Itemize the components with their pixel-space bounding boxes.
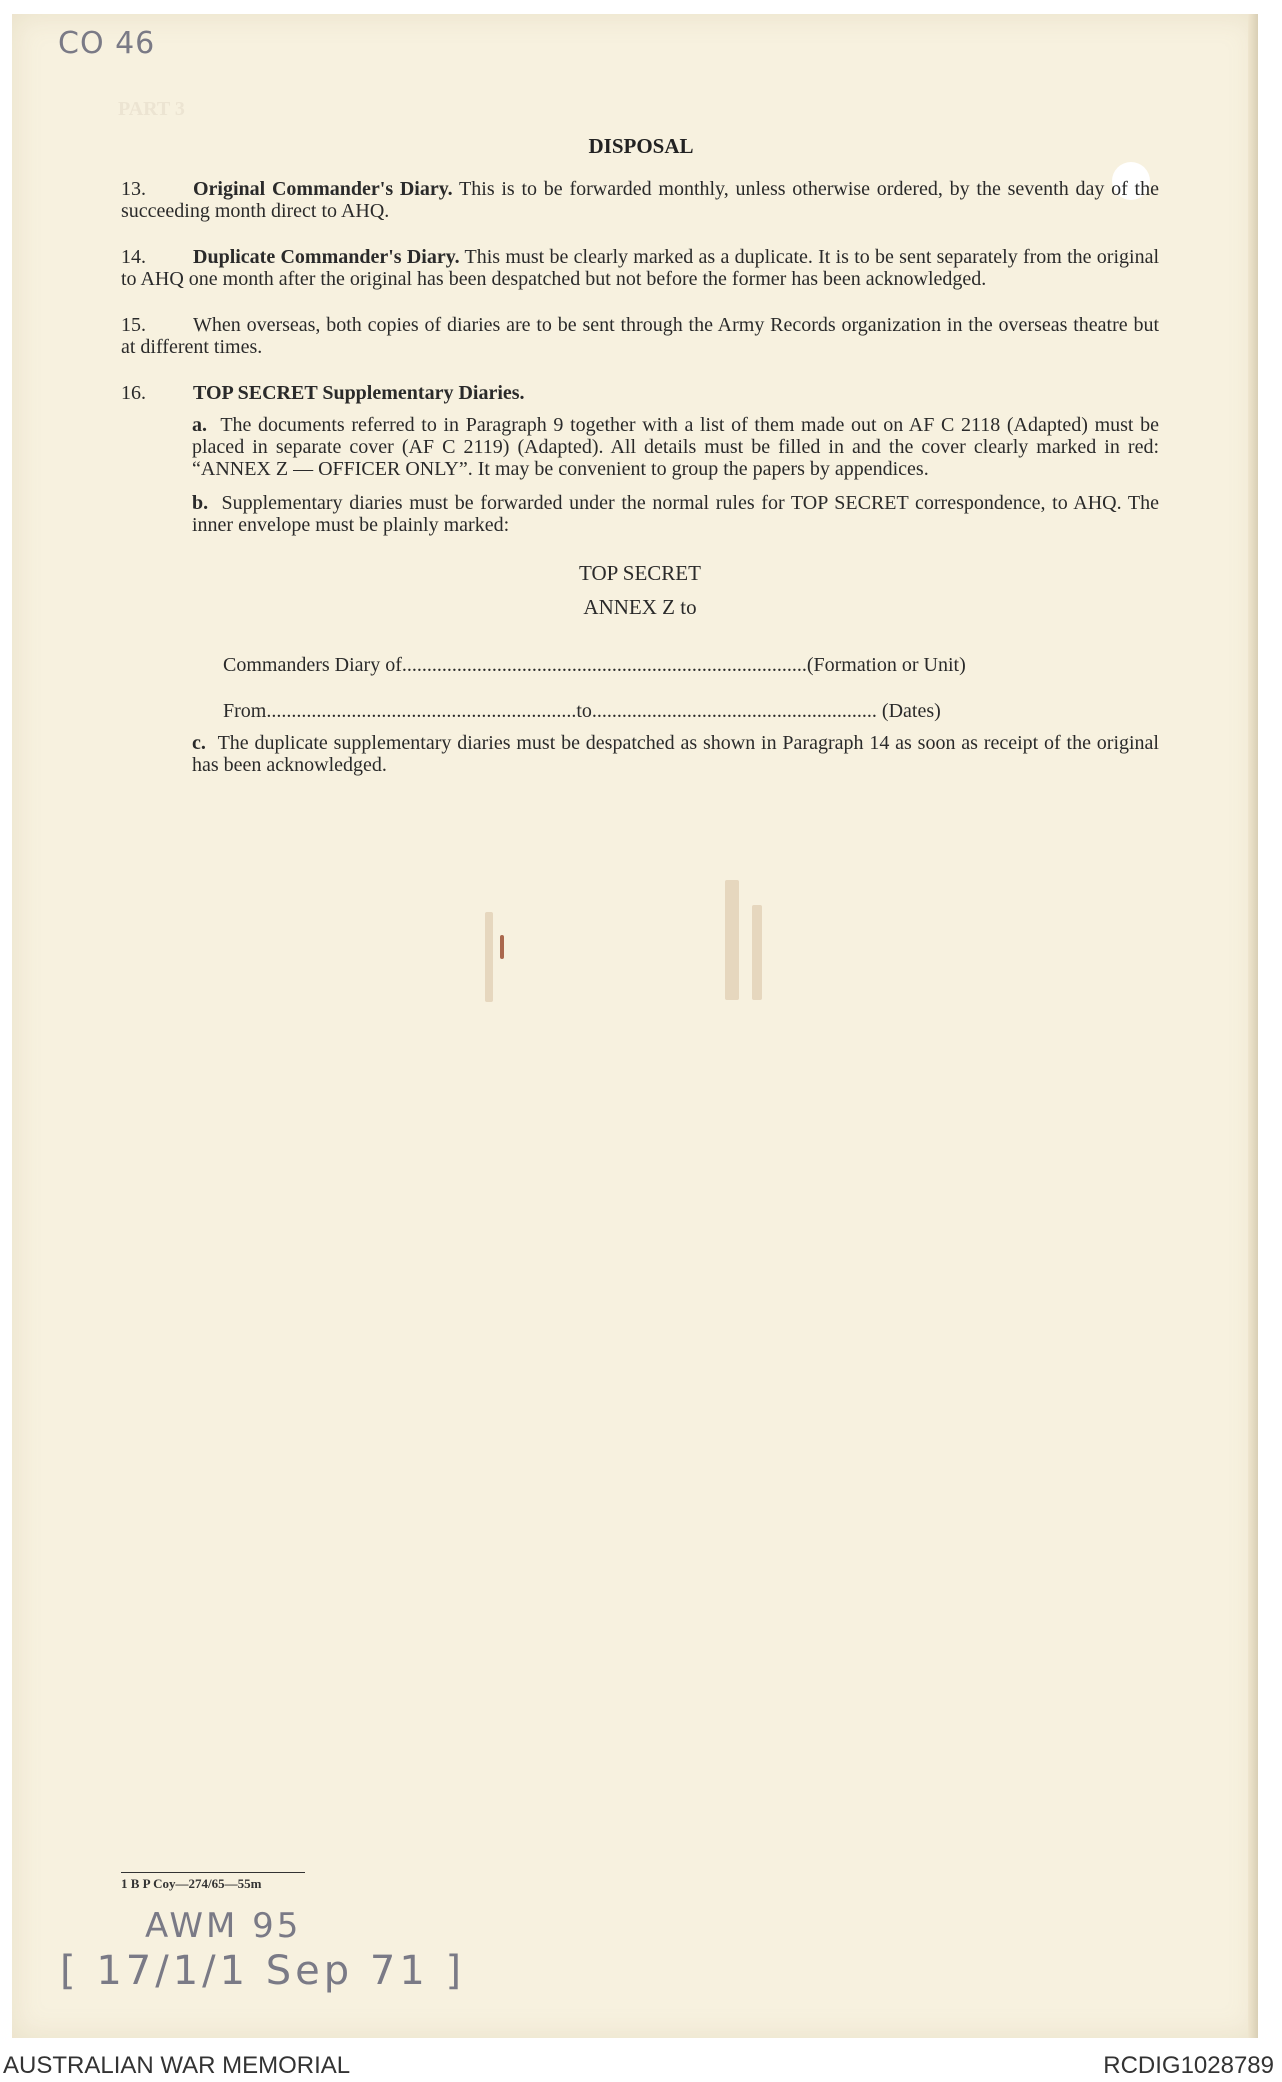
printer-imprint: 1 B P Coy—274/65—55m: [121, 1876, 262, 1891]
page-edge: [1248, 14, 1258, 2038]
from-dots: ..............................................................: [266, 700, 577, 722]
dates-suffix: (Dates): [881, 700, 941, 722]
sub-item-b: [192, 492, 1159, 536]
document-body: [121, 178, 1159, 788]
form-diary-line: [121, 654, 1159, 676]
paragraph-title: TOP SECRET Supplementary Diaries.: [193, 382, 525, 404]
paragraph-number: 16.: [121, 382, 146, 404]
handwritten-archive-ref-2: [ 17/1/1 Sep 71 ]: [60, 1948, 466, 1994]
to-label: to: [576, 700, 592, 722]
diary-label: Commanders Diary of: [223, 654, 402, 676]
form-diary-row: [223, 654, 1159, 676]
paragraph-13: [121, 178, 1159, 222]
form-dates-line: [121, 700, 1159, 722]
record-id: RCDIG1028789: [1103, 2052, 1274, 2079]
paragraph-16: [121, 382, 1159, 404]
paper-stain: [485, 912, 493, 1002]
from-label: From: [223, 700, 267, 722]
footer-rule: [121, 1872, 305, 1873]
sub-item-text: The documents referred to in Paragraph 9 together with a list of them made out on AF C 2118 (Adapted) must be placed in separate cover (AF C 2119) (Adapted). All details must be filled in and the cover clearly marked in red: “ANNEX Z — OFFICER ONLY”. It may be convenient to group the papers by appendices.: [192, 414, 1160, 480]
paragraph-title: Original Commander's Diary.: [193, 178, 453, 200]
paper-stain: [725, 880, 739, 1000]
paragraph-number: 15.: [121, 314, 146, 336]
form-dates-row: [223, 700, 1159, 722]
paragraph-text: This is to be forwarded monthly, unless otherwise ordered, by the seventh day of the succeeding month direct to AHQ.: [121, 178, 1159, 222]
paragraph-14: [121, 246, 1159, 290]
sub-item-text: The duplicate supplementary diaries must be despatched as shown in Paragraph 14 as soon as receipt of the original has been acknowledged.: [192, 732, 1159, 776]
paragraph-text: When overseas, both copies of diaries are to be sent through the Army Records organization in the overseas theatre but at different times.: [121, 314, 1159, 358]
faint-header-text: PART 3: [118, 98, 185, 120]
paragraph-text: This must be clearly marked as a duplicate. It is to be sent separately from the original to AHQ one month after the original has been despatched but not before the former has been acknowledged.: [121, 246, 1160, 290]
paragraph-number: 13.: [121, 178, 146, 200]
handwritten-archive-ref: AWM 95: [145, 1906, 302, 1946]
paragraph-title: Duplicate Commander's Diary.: [193, 246, 460, 268]
archive-caption: AUSTRALIAN WAR MEMORIAL: [3, 2052, 351, 2079]
diary-dots: .................................................................................: [401, 654, 807, 676]
sub-item-a: [192, 414, 1159, 480]
rust-mark: [500, 935, 504, 959]
handwritten-reference-top: CO 46: [58, 26, 156, 61]
page-title: DISPOSAL: [588, 134, 694, 158]
marking-annex: ANNEX Z to: [583, 595, 697, 619]
sub-item-c: [192, 732, 1159, 776]
to-dots: .........................................................: [591, 700, 877, 722]
paragraph-number: 14.: [121, 246, 146, 268]
paper-stain: [752, 905, 762, 1000]
paragraph-15: [121, 314, 1159, 358]
sub-item-label: b.: [192, 492, 209, 514]
diary-suffix: (Formation or Unit): [806, 654, 966, 676]
sub-item-label: c.: [192, 732, 206, 754]
sub-item-label: a.: [192, 414, 207, 436]
sub-item-text: Supplementary diaries must be forwarded under the normal rules for TOP SECRET correspondence, to AHQ. The inner envelope must be plainly marked:: [192, 492, 1160, 536]
marking-top-secret: TOP SECRET: [579, 561, 701, 585]
